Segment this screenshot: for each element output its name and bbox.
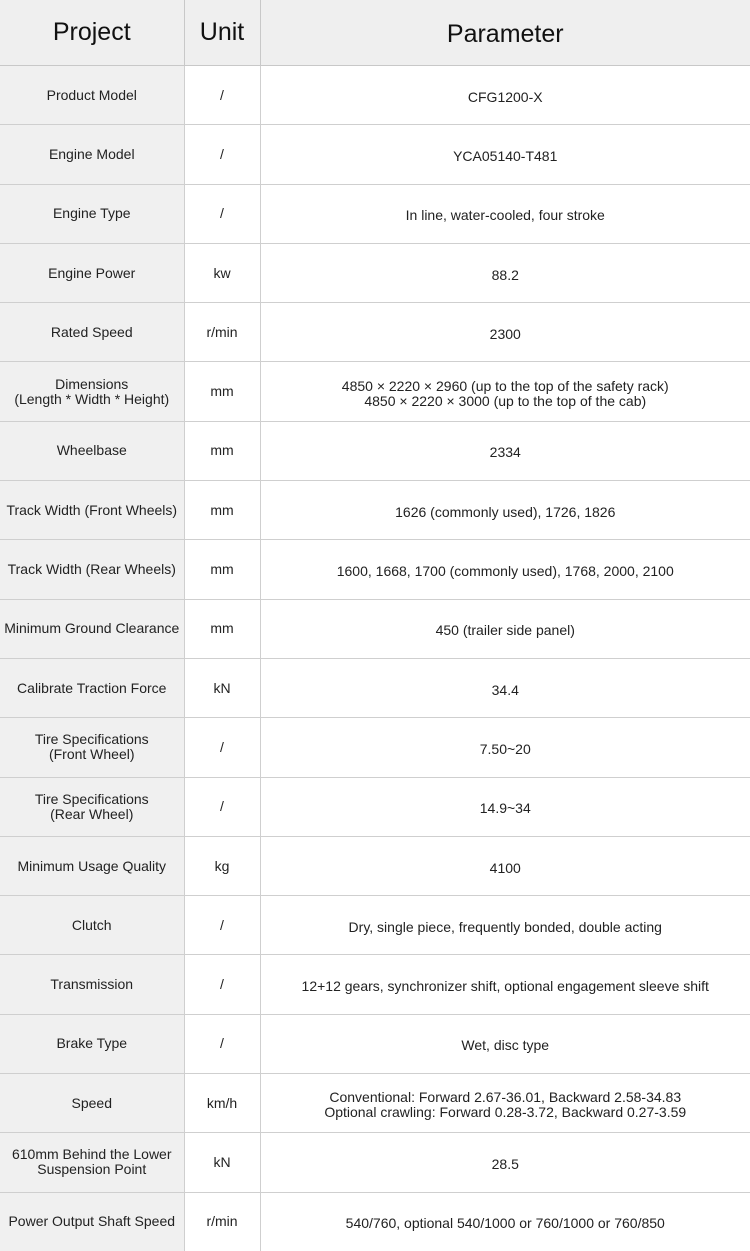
- project-label: Engine Type: [52, 205, 131, 222]
- table-row: [0, 658, 750, 717]
- cell-unit: /: [184, 718, 260, 777]
- project-label: Suspension Point: [37, 1161, 147, 1178]
- project-label: Brake Type: [56, 1035, 128, 1052]
- cell-parameter: [260, 362, 750, 421]
- table-row: [0, 540, 750, 599]
- cell-unit: r/min: [184, 303, 260, 362]
- cell-parameter: [260, 125, 750, 184]
- cell-parameter: [260, 243, 750, 302]
- cell-parameter: [260, 540, 750, 599]
- table-row: [0, 896, 750, 955]
- project-label: Speed: [71, 1094, 112, 1111]
- cell-unit: r/min: [184, 1192, 260, 1251]
- cell-parameter: [260, 481, 750, 540]
- table-row: [0, 125, 750, 184]
- cell-project: [0, 125, 184, 184]
- project-label: Track Width (Rear Wheels): [7, 561, 176, 578]
- cell-project: [0, 1074, 184, 1133]
- table-row: [0, 955, 750, 1014]
- table-row: [0, 599, 750, 658]
- cell-project: [0, 540, 184, 599]
- project-label: (Front Wheel): [48, 746, 135, 763]
- cell-project: [0, 1133, 184, 1192]
- table-row: [0, 718, 750, 777]
- cell-unit: /: [184, 184, 260, 243]
- project-label: (Rear Wheel): [50, 805, 134, 822]
- cell-parameter: [260, 1192, 750, 1251]
- cell-project: [0, 599, 184, 658]
- parameter-value: Optional crawling: Forward 0.28-3.72, Backward 0.27-3.59: [324, 1104, 687, 1121]
- project-label: Power Output Shaft Speed: [8, 1213, 176, 1230]
- cell-unit: kw: [184, 243, 260, 302]
- parameter-value: 2334: [489, 444, 521, 461]
- project-label: Wheelbase: [56, 442, 127, 459]
- parameter-value: 4100: [489, 859, 521, 876]
- parameter-value: 14.9~34: [479, 800, 531, 817]
- parameter-value: In line, water-cooled, four stroke: [405, 207, 605, 224]
- cell-unit: kg: [184, 836, 260, 895]
- parameter-value: 1600, 1668, 1700 (commonly used), 1768, 2000, 2100: [336, 563, 674, 580]
- table-row: [0, 481, 750, 540]
- table-row: [0, 777, 750, 836]
- project-label: Track Width (Front Wheels): [6, 501, 178, 518]
- cell-project: [0, 1192, 184, 1251]
- cell-project: [0, 896, 184, 955]
- table-row: [0, 66, 750, 125]
- project-label: Product Model: [46, 86, 137, 103]
- parameter-value: YCA05140-T481: [453, 147, 558, 164]
- project-label: (Length * Width * Height): [14, 390, 170, 407]
- cell-unit: km/h: [184, 1074, 260, 1133]
- table-body: [0, 66, 750, 1251]
- table-row: [0, 1074, 750, 1133]
- cell-parameter: [260, 1014, 750, 1073]
- cell-unit: /: [184, 896, 260, 955]
- project-label: Engine Model: [48, 145, 135, 162]
- cell-parameter: [260, 658, 750, 717]
- parameter-value: 34.4: [491, 681, 519, 698]
- cell-unit: /: [184, 955, 260, 1014]
- parameter-value: 88.2: [491, 266, 519, 283]
- project-label: 610mm Behind the Lower: [11, 1146, 172, 1163]
- cell-project: [0, 421, 184, 480]
- parameter-value: 4850 × 2220 × 2960 (up to the top of the safety rack): [341, 377, 669, 394]
- cell-parameter: [260, 836, 750, 895]
- parameter-value: 12+12 gears, synchronizer shift, optional engagement sleeve shift: [301, 978, 709, 995]
- table-row: [0, 1133, 750, 1192]
- cell-project: [0, 243, 184, 302]
- parameter-value: Conventional: Forward 2.67-36.01, Backward 2.58-34.83: [329, 1089, 682, 1106]
- cell-parameter: [260, 777, 750, 836]
- project-label: Minimum Usage Quality: [17, 857, 167, 874]
- table-row: [0, 303, 750, 362]
- cell-project: [0, 658, 184, 717]
- cell-unit: mm: [184, 599, 260, 658]
- cell-parameter: [260, 421, 750, 480]
- parameter-value: 7.50~20: [479, 740, 531, 757]
- cell-project: [0, 777, 184, 836]
- parameter-value: 4850 × 2220 × 3000 (up to the top of the cab): [364, 392, 647, 409]
- project-label: Minimum Ground Clearance: [4, 620, 180, 637]
- table-row: [0, 243, 750, 302]
- cell-unit: kN: [184, 1133, 260, 1192]
- cell-project: [0, 184, 184, 243]
- table-row: [0, 1014, 750, 1073]
- cell-unit: mm: [184, 421, 260, 480]
- cell-project: [0, 836, 184, 895]
- cell-project: [0, 303, 184, 362]
- parameter-value: 450 (trailer side panel): [435, 622, 575, 639]
- project-label: Rated Speed: [50, 323, 133, 340]
- parameter-value: Wet, disc type: [461, 1037, 550, 1054]
- cell-project: [0, 718, 184, 777]
- cell-project: [0, 1014, 184, 1073]
- cell-project: [0, 955, 184, 1014]
- parameter-value: Dry, single piece, frequently bonded, double acting: [348, 918, 662, 935]
- project-label: Tire Specifications: [34, 731, 149, 748]
- table-row: [0, 1192, 750, 1251]
- table-row: [0, 362, 750, 421]
- cell-unit: mm: [184, 481, 260, 540]
- parameter-value: 28.5: [491, 1155, 519, 1172]
- table-row: [0, 836, 750, 895]
- table-header-row: [0, 0, 750, 66]
- cell-parameter: [260, 955, 750, 1014]
- project-label: Tire Specifications: [34, 790, 149, 807]
- cell-project: [0, 362, 184, 421]
- cell-unit: mm: [184, 362, 260, 421]
- project-label: Engine Power: [48, 264, 136, 281]
- cell-parameter: [260, 599, 750, 658]
- cell-project: [0, 481, 184, 540]
- parameter-value: 540/760, optional 540/1000 or 760/1000 or 760/850: [345, 1215, 665, 1232]
- parameter-value: 1626 (commonly used), 1726, 1826: [395, 503, 616, 520]
- cell-parameter: [260, 66, 750, 125]
- table-row: [0, 421, 750, 480]
- cell-unit: /: [184, 125, 260, 184]
- cell-parameter: [260, 718, 750, 777]
- cell-project: [0, 66, 184, 125]
- header-parameter: Parameter: [260, 0, 750, 66]
- table-row: [0, 184, 750, 243]
- cell-parameter: [260, 303, 750, 362]
- cell-unit: kN: [184, 658, 260, 717]
- cell-parameter: [260, 1074, 750, 1133]
- cell-parameter: [260, 1133, 750, 1192]
- cell-unit: /: [184, 777, 260, 836]
- cell-parameter: [260, 184, 750, 243]
- project-label: Dimensions: [55, 375, 129, 392]
- cell-parameter: [260, 896, 750, 955]
- parameter-value: CFG1200-X: [467, 88, 543, 105]
- project-label: Transmission: [50, 976, 134, 993]
- project-label: Calibrate Traction Force: [17, 679, 167, 696]
- header-project: Project: [0, 0, 184, 66]
- header-unit: Unit: [184, 0, 260, 66]
- cell-unit: /: [184, 66, 260, 125]
- cell-unit: mm: [184, 540, 260, 599]
- cell-unit: /: [184, 1014, 260, 1073]
- parameter-value: 2300: [489, 325, 521, 342]
- project-label: Clutch: [71, 916, 112, 933]
